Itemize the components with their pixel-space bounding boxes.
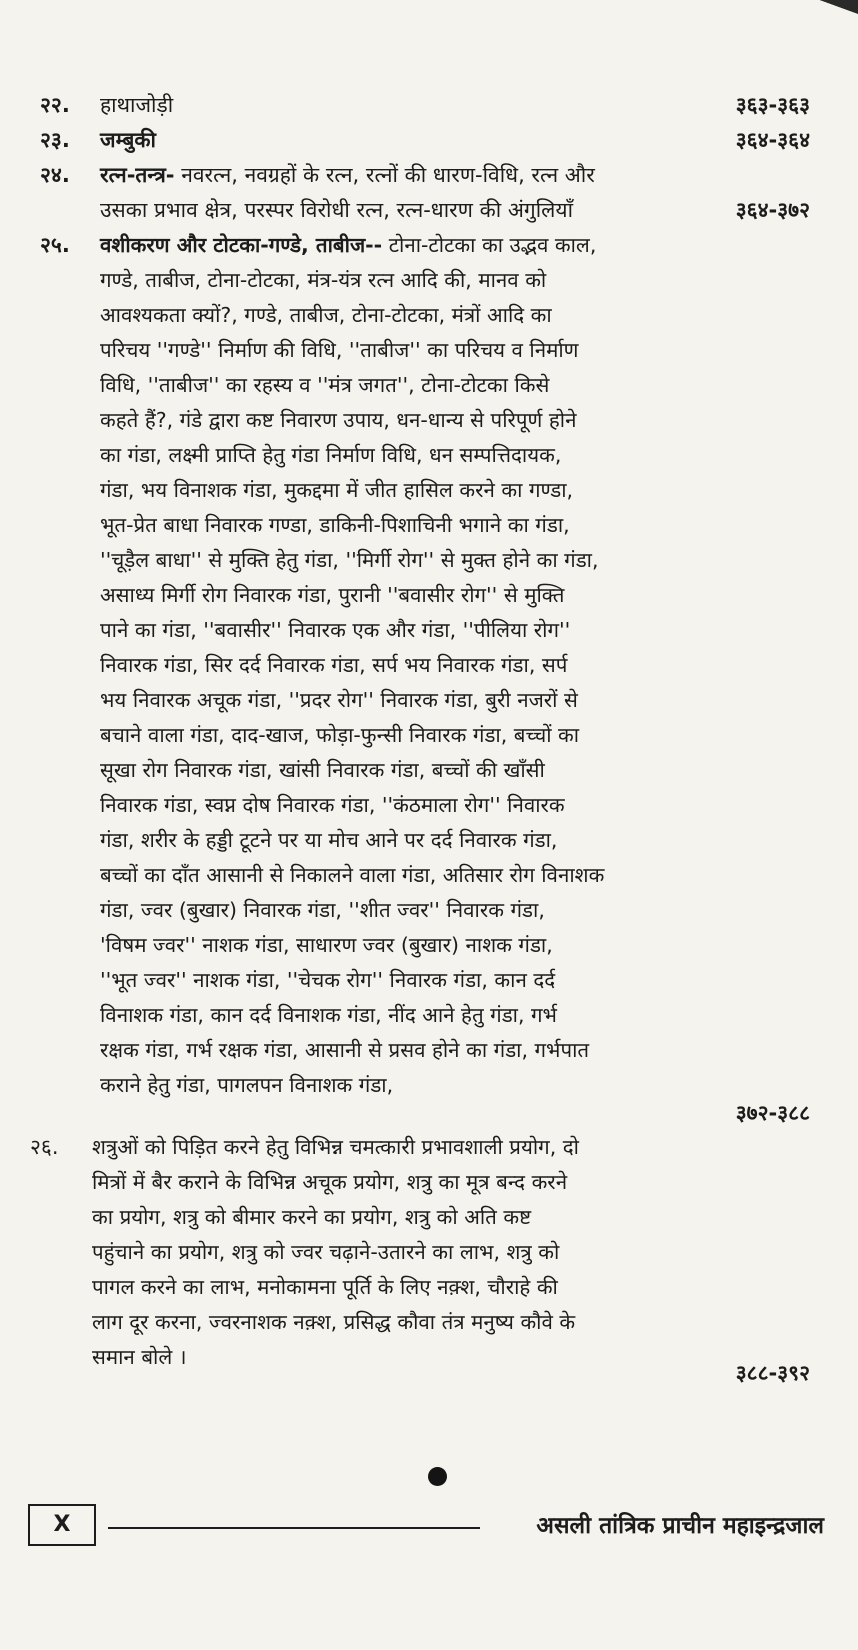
entry-line: पागल करने का लाभ, मनोकामना पूर्ति के लिए नक़्श, चौराहे की: [92, 1275, 558, 1299]
footer-rule: [108, 1527, 480, 1529]
entry-line: कराने हेतु गंडा, पागलपन विनाशक गंडा,: [100, 1073, 394, 1097]
entry-line: का प्रयोग, शत्रु को बीमार करने का प्रयोग, शत्रु को अति कष्ट: [92, 1205, 532, 1229]
entry-line: निवारक गंडा, सिर दर्द निवारक गंडा, सर्प भय निवारक गंडा, सर्प: [100, 653, 568, 677]
entry-number: २३.: [40, 128, 70, 152]
entry-text: [100, 123, 660, 158]
entry-line-fragment: नवरत्न, नवग्रहों के रत्न, रत्नों की धारण-विधि, रत्न और: [181, 163, 595, 187]
entry-heading: रत्न-तन्त्र-: [100, 163, 175, 187]
entry-line: मित्रों में बैर कराने के विभिन्न अचूक प्रयोग, शत्रु का मूत्र बन्द करने: [92, 1170, 568, 1194]
entry-line: लाग दूर करना, ज्वरनाशक नक़्श, प्रसिद्ध कौवा तंत्र मनुष्य कौवे के: [92, 1310, 576, 1334]
entry-pages: ३८८-३९२: [735, 1361, 810, 1385]
footer-page-number: X: [28, 1504, 96, 1546]
entry-line-fragment: टोना-टोटका का उद्भव काल,: [388, 233, 597, 257]
entry-line: हाथाजोड़ी: [100, 93, 174, 117]
entry-line: पाने का गंडा, ''बवासीर'' निवारक एक और गंडा, ''पीलिया रोग'': [100, 618, 571, 642]
entry-line: गण्डे, ताबीज, टोना-टोटका, मंत्र-यंत्र रत्न आदि की, मानव को: [100, 268, 547, 292]
entry-text: [100, 158, 670, 228]
entry-pages: ३६४-३७२: [735, 198, 810, 222]
entry-line: शत्रुओं को पिड़ित करने हेतु विभिन्न चमत्कारी प्रभावशाली प्रयोग, दो: [92, 1135, 579, 1159]
entry-line: बचाने वाला गंडा, दाद-खाज, फोड़ा-फुन्सी निवारक गंडा, बच्चों का: [100, 723, 580, 747]
entry-text: [100, 228, 670, 1103]
entry-number: २६.: [30, 1135, 59, 1159]
entry-line: गंडा, ज्वर (बुखार) निवारक गंडा, ''शीत ज्वर'' निवारक गंडा,: [100, 898, 545, 922]
section-end-bullet: [428, 1467, 447, 1486]
entry-pages: ३७२-३८८: [735, 1101, 810, 1125]
entry-line: 'विषम ज्वर'' नाशक गंडा, साधारण ज्वर (बुखार) नाशक गंडा,: [100, 933, 553, 957]
entry-line: भय निवारक अचूक गंडा, ''प्रदर रोग'' निवारक गंडा, बुरी नजरों से: [100, 688, 578, 712]
entry-text: [100, 88, 660, 123]
entry-line: भूत-प्रेत बाधा निवारक गण्डा, डाकिनी-पिशाचिनी भगाने का गंडा,: [100, 513, 570, 537]
entry-line: असाध्य मिर्गी रोग निवारक गंडा, पुरानी ''बवासीर रोग'' से मुक्ति: [100, 583, 565, 607]
entry-line: उसका प्रभाव क्षेत्र, परस्पर विरोधी रत्न, रत्न-धारण की अंगुलियाँ: [100, 198, 574, 222]
entry-line: विनाशक गंडा, कान दर्द विनाशक गंडा, नींद आने हेतु गंडा, गर्भ: [100, 1003, 557, 1027]
entry-line: रक्षक गंडा, गर्भ रक्षक गंडा, आसानी से प्रसव होने का गंडा, गर्भपात: [100, 1038, 590, 1062]
entry-heading: वशीकरण और टोटका-गण्डे, ताबीज--: [100, 233, 383, 257]
entry-line: कहते हैं?, गंडे द्वारा कष्ट निवारण उपाय, धन-धान्य से परिपूर्ण होने: [100, 408, 577, 432]
entry-line: आवश्यकता क्यों?, गण्डे, ताबीज, टोना-टोटका, मंत्रों आदि का: [100, 303, 552, 327]
entry-line: जम्बुकी: [100, 128, 156, 152]
entry-pages: ३६३-३६३: [735, 93, 810, 117]
entry-line: परिचय ''गण्डे'' निर्माण की विधि, ''ताबीज'' का परिचय व निर्माण: [100, 338, 579, 362]
entry-line: ''भूत ज्वर'' नाशक गंडा, ''चेचक रोग'' निवारक गंडा, कान दर्द: [100, 968, 556, 992]
entry-pages: ३६४-३६४: [735, 128, 810, 152]
entry-line: निवारक गंडा, स्वप्न दोष निवारक गंडा, ''कंठमाला रोग'' निवारक: [100, 793, 565, 817]
entry-line: [100, 228, 670, 263]
entry-text: [92, 1130, 662, 1375]
entry-line: गंडा, शरीर के हड्डी टूटने पर या मोच आने पर दर्द निवारक गंडा,: [100, 828, 558, 852]
entry-line: ''चूड़ैल बाधा'' से मुक्ति हेतु गंडा, ''मिर्गी रोग'' से मुक्त होने का गंडा,: [100, 548, 599, 572]
entry-number: २२.: [40, 93, 70, 117]
entry-line: बच्चों का दाँत आसानी से निकालने वाला गंडा, अतिसार रोग विनाशक: [100, 863, 605, 887]
entry-line: पहुंचाने का प्रयोग, शत्रु को ज्वर चढ़ाने-उतारने का लाभ, शत्रु को: [92, 1240, 560, 1264]
entry-line: विधि, ''ताबीज'' का रहस्य व ''मंत्र जगत'', टोना-टोटका किसे: [100, 373, 550, 397]
entry-line: सूखा रोग निवारक गंडा, खांसी निवारक गंडा, बच्चों की खाँसी: [100, 758, 545, 782]
entry-line: गंडा, भय विनाशक गंडा, मुकद्दमा में जीत हासिल करने का गण्डा,: [100, 478, 574, 502]
entry-line: समान बोले ।: [92, 1345, 187, 1369]
footer-book-title: असली तांत्रिक प्राचीन महाइन्द्रजाल: [536, 1513, 824, 1539]
page-corner-shadow: [818, 0, 858, 20]
entry-line: का गंडा, लक्ष्मी प्राप्ति हेतु गंडा निर्माण विधि, धन सम्पत्तिदायक,: [100, 443, 562, 467]
entry-number: २५.: [40, 233, 70, 257]
entry-line: [100, 158, 670, 193]
entry-number: २४.: [40, 163, 70, 187]
